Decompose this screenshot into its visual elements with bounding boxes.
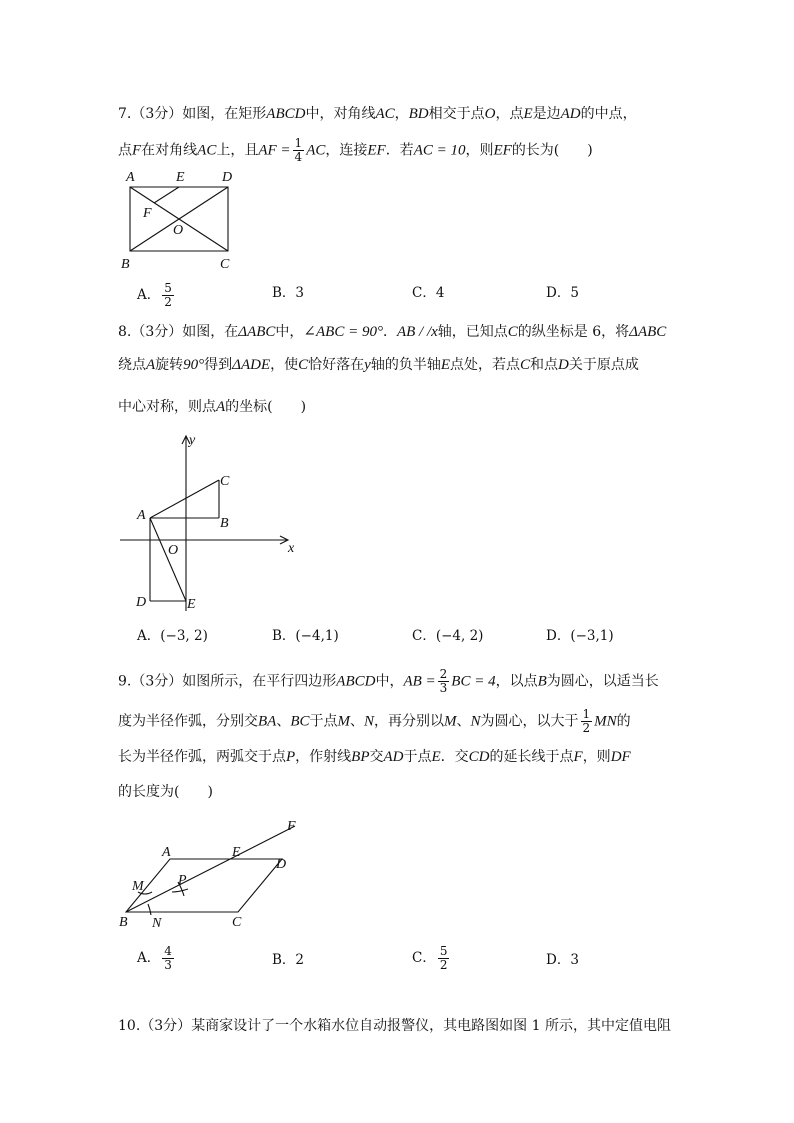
q9-option-d[interactable]: D．3 xyxy=(546,952,579,968)
q7-line-2: 点F在对角线AC上，且AF = $\frac{1}{4}$ AC，连接EF．若AC = 10，则EF的长为( ) xyxy=(118,136,593,164)
parallelogram-abcd xyxy=(126,859,282,912)
label-D: D xyxy=(136,595,147,610)
label-E: E xyxy=(176,170,185,185)
label-E: E xyxy=(232,845,241,860)
q7-option-c[interactable]: C．4 xyxy=(412,285,445,301)
label-N: N xyxy=(152,916,162,931)
q9-line-3: 长为半径作弧，两弧交于点P，作射线BP交AD于点E．交CD的延长线于点F，则DF xyxy=(118,749,631,765)
q7-option-a[interactable]: A． $\frac{5}{2}$ xyxy=(137,281,172,309)
q7-option-d[interactable]: D．5 xyxy=(546,285,579,301)
fraction-five-halves: $\frac{5}{2}$ xyxy=(439,944,448,972)
label-A: A xyxy=(126,170,135,185)
label-B: B xyxy=(119,915,128,930)
label-O: O xyxy=(168,543,179,558)
label-F: F xyxy=(143,206,152,221)
label-C: C xyxy=(220,257,230,272)
q7-line-1: 7.（3分）如图，在矩形ABCD中，对角线AC，BD相交于点O，点E是边AD的中点， xyxy=(118,106,637,122)
arc-p-2 xyxy=(172,889,188,892)
label-D: D xyxy=(222,170,233,185)
q8-option-c[interactable]: C．(−4, 2) xyxy=(412,628,484,644)
ray-bf xyxy=(126,826,295,912)
q9-option-a[interactable]: A． $\frac{4}{3}$ xyxy=(137,944,172,972)
q9-option-b[interactable]: B．2 xyxy=(272,952,305,968)
q7-option-b[interactable]: B．3 xyxy=(272,285,305,301)
label-C: C xyxy=(220,474,230,489)
label-P: P xyxy=(178,873,187,888)
fraction-one-half: $\frac{1}{2}$ xyxy=(582,707,591,735)
q10-line-1: 10.（3分）某商家设计了一个水箱水位自动报警仪，其电路图如图 1 所示，其中定值电阻 xyxy=(118,1018,671,1034)
segment-ef xyxy=(154,187,179,203)
label-M: M xyxy=(132,879,144,894)
label-A: A xyxy=(162,845,171,860)
q8-line-3: 中心对称，则点A的坐标( ) xyxy=(118,399,307,415)
label-B: B xyxy=(220,516,229,531)
fraction-two-thirds: $\frac{2}{3}$ xyxy=(439,667,448,695)
q9-line-2: 度为半径作弧，分别交BA、BC于点M、N，再分别以M、N为圆心，以大于 $\frac{1}{2}$ MN的 xyxy=(118,707,631,735)
q9-option-c[interactable]: C． $\frac{5}{2}$ xyxy=(412,944,448,972)
q8-option-d[interactable]: D．(−3,1) xyxy=(546,628,614,644)
label-B: B xyxy=(121,257,130,272)
fraction-four-thirds: $\frac{4}{3}$ xyxy=(164,944,172,972)
label-E: E xyxy=(187,597,196,612)
arc-n xyxy=(148,904,151,915)
q8-option-a[interactable]: A．(−3, 2) xyxy=(137,628,208,644)
segment-ac xyxy=(150,480,219,518)
fraction-five-halves: $\frac{5}{2}$ xyxy=(164,281,172,309)
q8-coordinate-figure xyxy=(112,428,312,616)
label-F: F xyxy=(287,819,296,834)
fraction-one-quarter: $\frac{1}{4}$ xyxy=(294,136,303,164)
q8-line-2: 绕点A旋转90°得到ΔADE，使C恰好落在y轴的负半轴E点处，若点C和点D关于原点成 xyxy=(118,357,639,373)
q9-line-4: 的长度为( ) xyxy=(118,784,213,800)
q8-line-1: 8.（3分）如图，在ΔABC中，∠ABC = 90°．AB / /x轴，已知点C的纵坐标是 6，将ΔABC xyxy=(118,324,667,340)
q9-parallelogram-figure xyxy=(112,812,312,934)
label-O: O xyxy=(173,223,184,238)
q8-option-b[interactable]: B．(−4,1) xyxy=(272,628,339,644)
label-A: A xyxy=(137,508,146,523)
label-x: x xyxy=(288,541,295,556)
label-D: D xyxy=(276,857,287,872)
label-y: y xyxy=(189,433,196,448)
label-C: C xyxy=(232,915,242,930)
segment-ae xyxy=(150,518,186,601)
q9-line-1: 9.（3分）如图所示，在平行四边形ABCD中，AB = $\frac{2}{3}$ BC = 4，以点B为圆心，以适当长 xyxy=(118,667,659,695)
q7-rectangle-figure xyxy=(112,168,252,276)
